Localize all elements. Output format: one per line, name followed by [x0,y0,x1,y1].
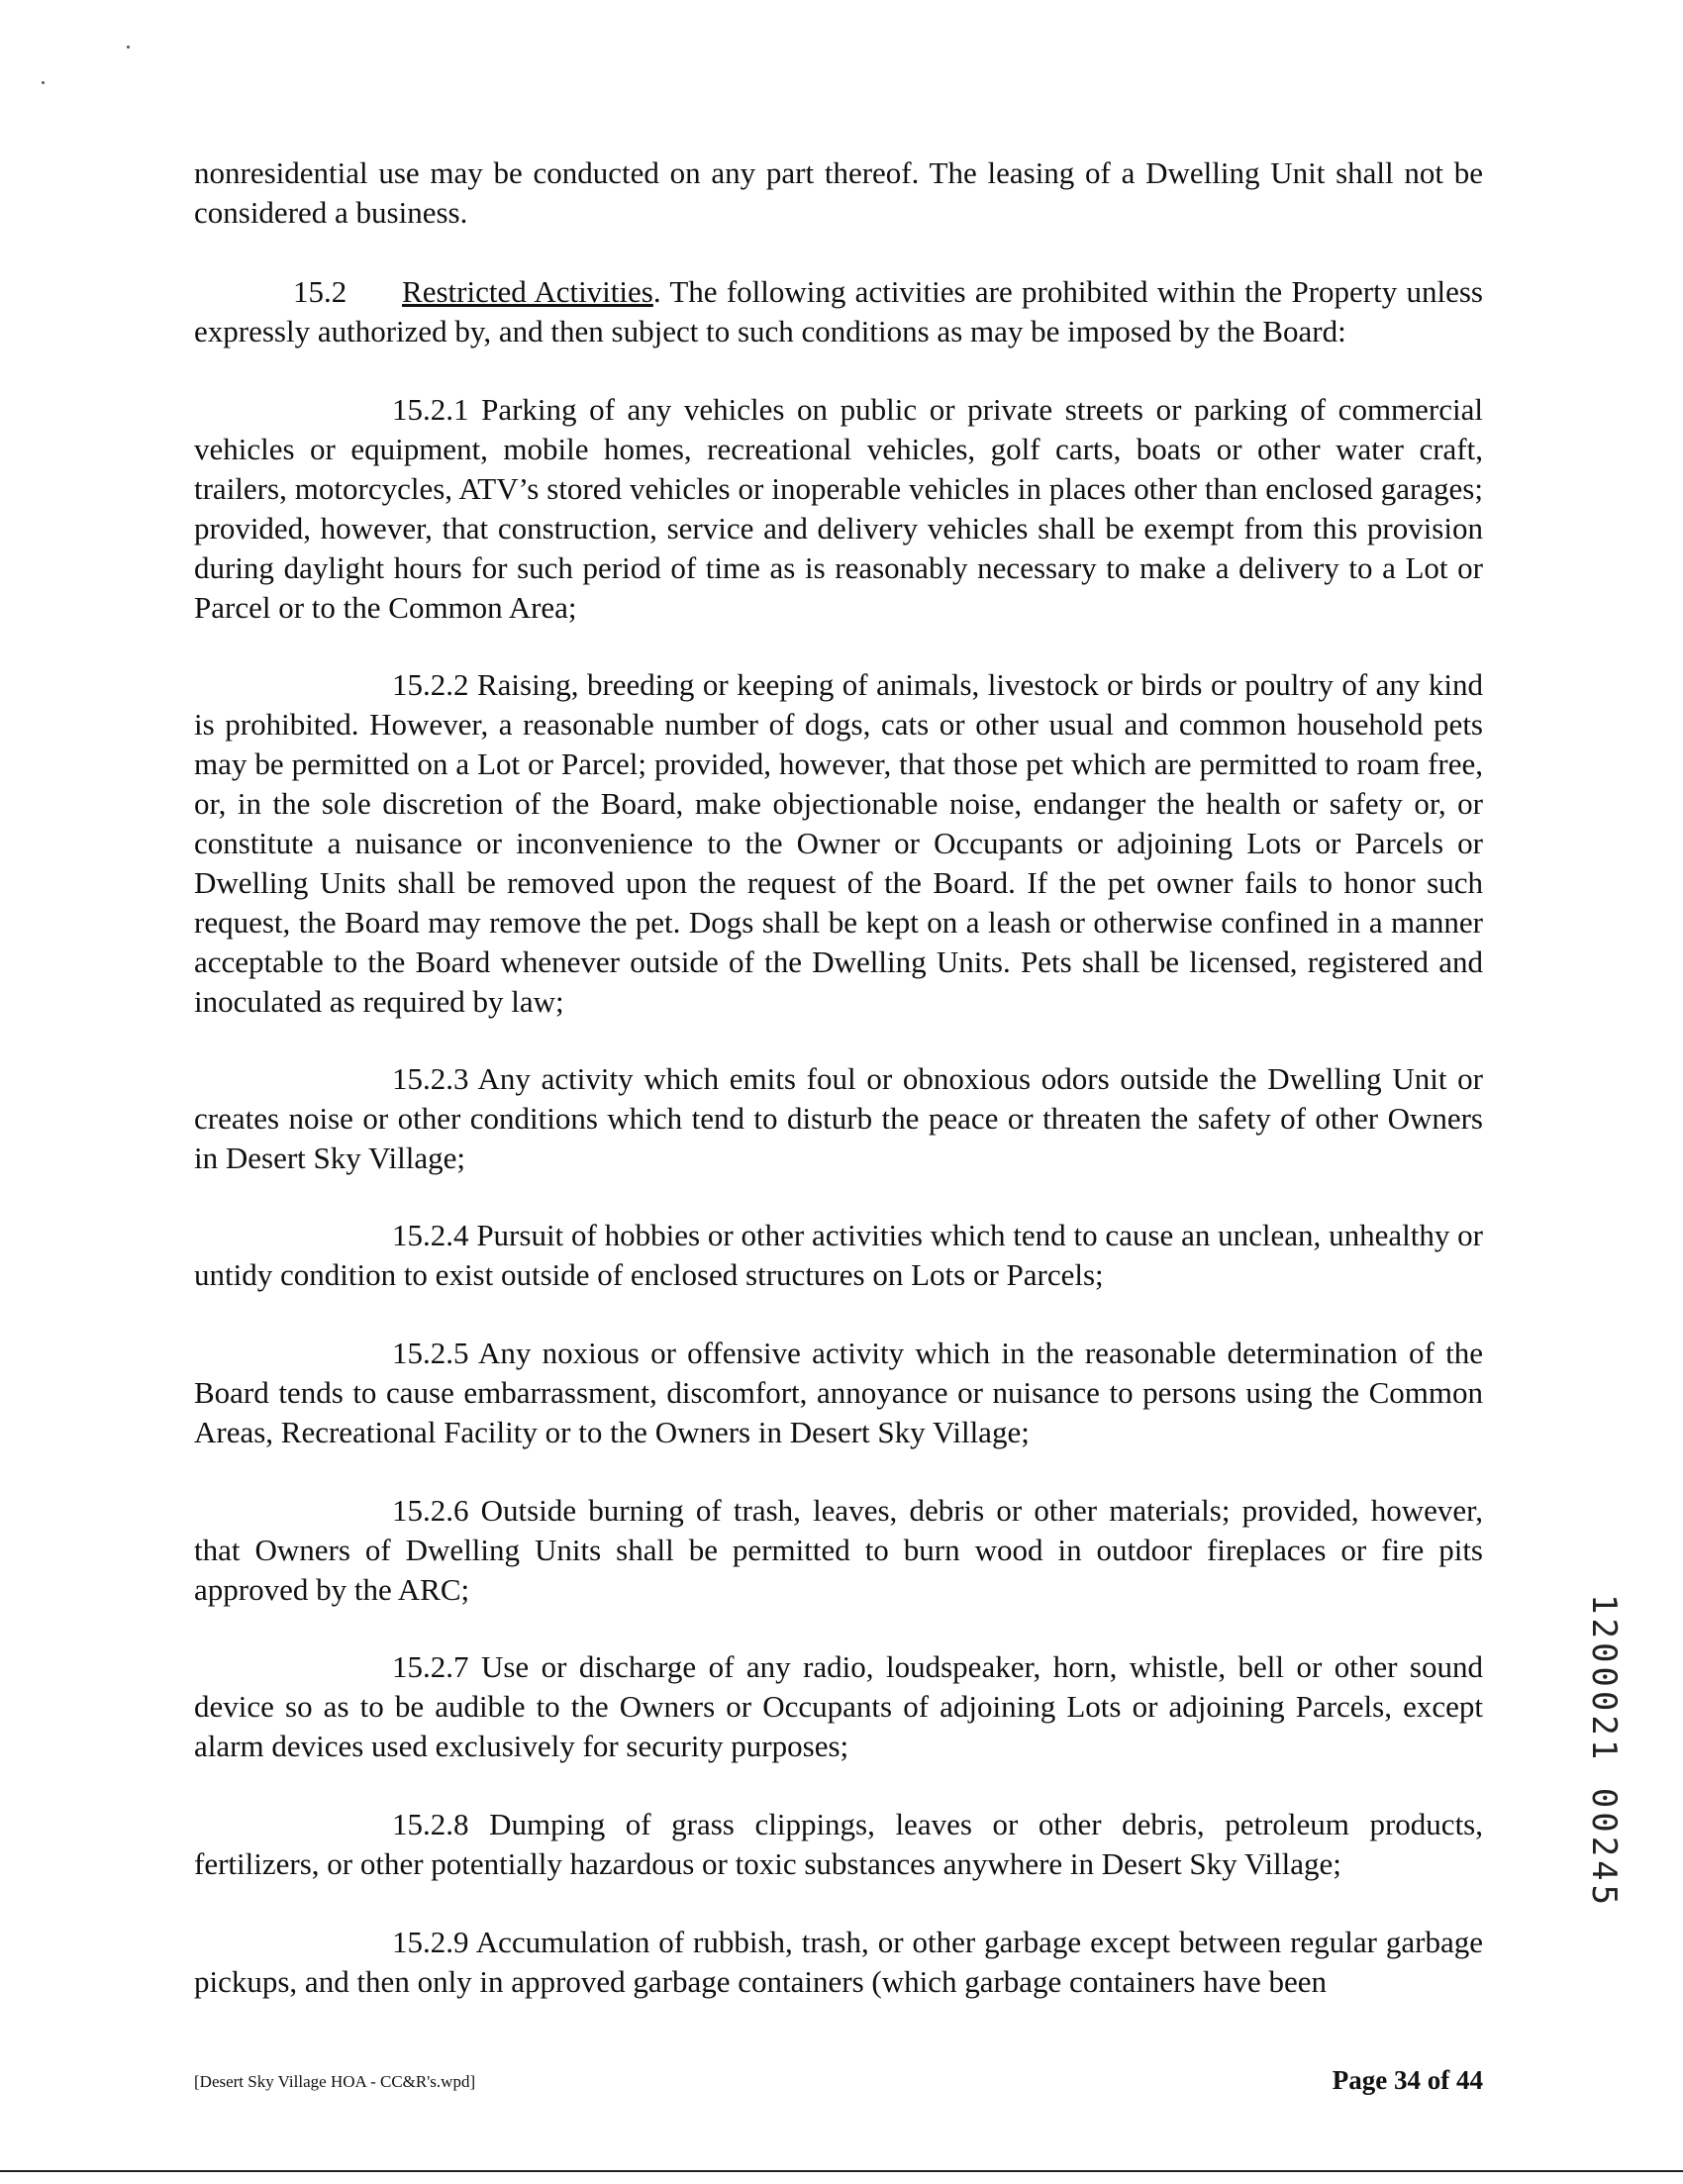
paragraph-15-2-3: 15.2.3 Any activity which emits foul or obnoxious odors outside the Dwelling Unit or creates noise or other conditions which tend to disturb the peace or threaten the safety of other Owners in Desert Sky Village; [194,1061,1483,1175]
paragraph-15-2-1: 15.2.1 Parking of any vehicles on public or private streets or parking of commercial vehicles or equipment, mobile homes, recreational vehicles, golf carts, boats or other water craft, trailers, motorcycles, ATV’s stored vehicles or inoperable vehicles in places other than enclosed garages; provided, however, that construction, service and delivery vehicles shall be exempt from this provision during daylight hours for such period of time as is reasonably necessary to make a delivery to a Lot or Parcel or to the Common Area; [194,392,1483,625]
footer-page-number: Page 34 of 44 [1332,2065,1483,2095]
paragraph-15-2-8: 15.2.8 Dumping of grass clippings, leaves or other debris, petroleum products, fertilizers, or other potentially hazardous or toxic substances anywhere in Desert Sky Village; [194,1807,1483,1881]
paragraph-15-2-7: 15.2.7 Use or discharge of any radio, loudspeaker, horn, whistle, bell or other sound device so as to be audible to the Owners or Occupants of adjoining Lots or adjoining Parcels, except alarm devices used exclusively for security purposes; [194,1649,1483,1763]
paragraph-15-2-9: 15.2.9 Accumulation of rubbish, trash, or other garbage except between regular garbage pickups, and then only in approved garbage containers (which garbage containers have been [194,1925,1483,1999]
footer-filename: [Desert Sky Village HOA - CC&R's.wpd] [194,2072,476,2091]
scan-speck [42,81,45,84]
paragraph-15-2-6: 15.2.6 Outside burning of trash, leaves, debris or other materials; provided, however, that Owners of Dwelling Units shall be permitted to burn wood in outdoor fireplaces or fire pits approved by the ARC; [194,1493,1483,1607]
bottom-rule [0,2170,1683,2172]
paragraph-15-2 [194,272,1483,351]
section-15-2-2 [194,665,1483,1022]
section-15-2-7 [194,1647,1483,1766]
section-15-2-5 [194,1334,1483,1452]
paragraph-15-2-4: 15.2.4 Pursuit of hobbies or other activities which tend to cause an unclean, unhealthy or untidy condition to exist outside of enclosed structures on Lots or Parcels; [194,1218,1483,1292]
section-15-2-8 [194,1805,1483,1884]
paragraph-15-2-5: 15.2.5 Any noxious or offensive activity which in the reasonable determination of the Board tends to cause embarrassment, discomfort, annoyance or nuisance to persons using the Common Areas, Recreational Facility or to the Owners in Desert Sky Village; [194,1336,1483,1449]
recording-stamp: 1200021 00245 [1584,1594,1624,1910]
paragraph-15-2-2: 15.2.2 Raising, breeding or keeping of animals, livestock or birds or poultry of any kind is prohibited. However, a reasonable number of dogs, cats or other usual and common household pets may be permitted on a Lot or Parcel; provided, however, that those pet which are permitted to roam free, or, in the sole discretion of the Board, make objectionable noise, endanger the health or safety or, or constitute a nuisance or inconvenience to the Owner or Occupants or adjoining Lots or Parcels or Dwelling Units shall be removed upon the request of the Board. If the pet owner fails to honor such request, the Board may remove the pet. Dogs shall be kept on a leash or otherwise confined in a manner acceptable to the Board whenever outside of the Dwelling Units. Pets shall be licensed, registered and inoculated as required by law; [194,667,1483,1019]
section-number: 15.2 [293,274,347,309]
paragraph-continuation: nonresidential use may be conducted on any part thereof. The leasing of a Dwelling Unit shall not be considered a business. [194,155,1483,230]
section-15-2-3 [194,1059,1483,1178]
section-15-2 [194,272,1483,351]
section-heading: Restricted Activities [402,274,653,309]
scan-speck [127,46,130,49]
body-top [194,153,1483,233]
section-15-2-9 [194,1923,1483,2002]
section-15-2-1 [194,390,1483,628]
section-15-2-4 [194,1216,1483,1295]
section-text: . The following activities are prohibited within the Property unless expressly authorized by, and then subject to such conditions as may be imposed by the Board: [194,274,1483,348]
section-15-2-6 [194,1491,1483,1610]
